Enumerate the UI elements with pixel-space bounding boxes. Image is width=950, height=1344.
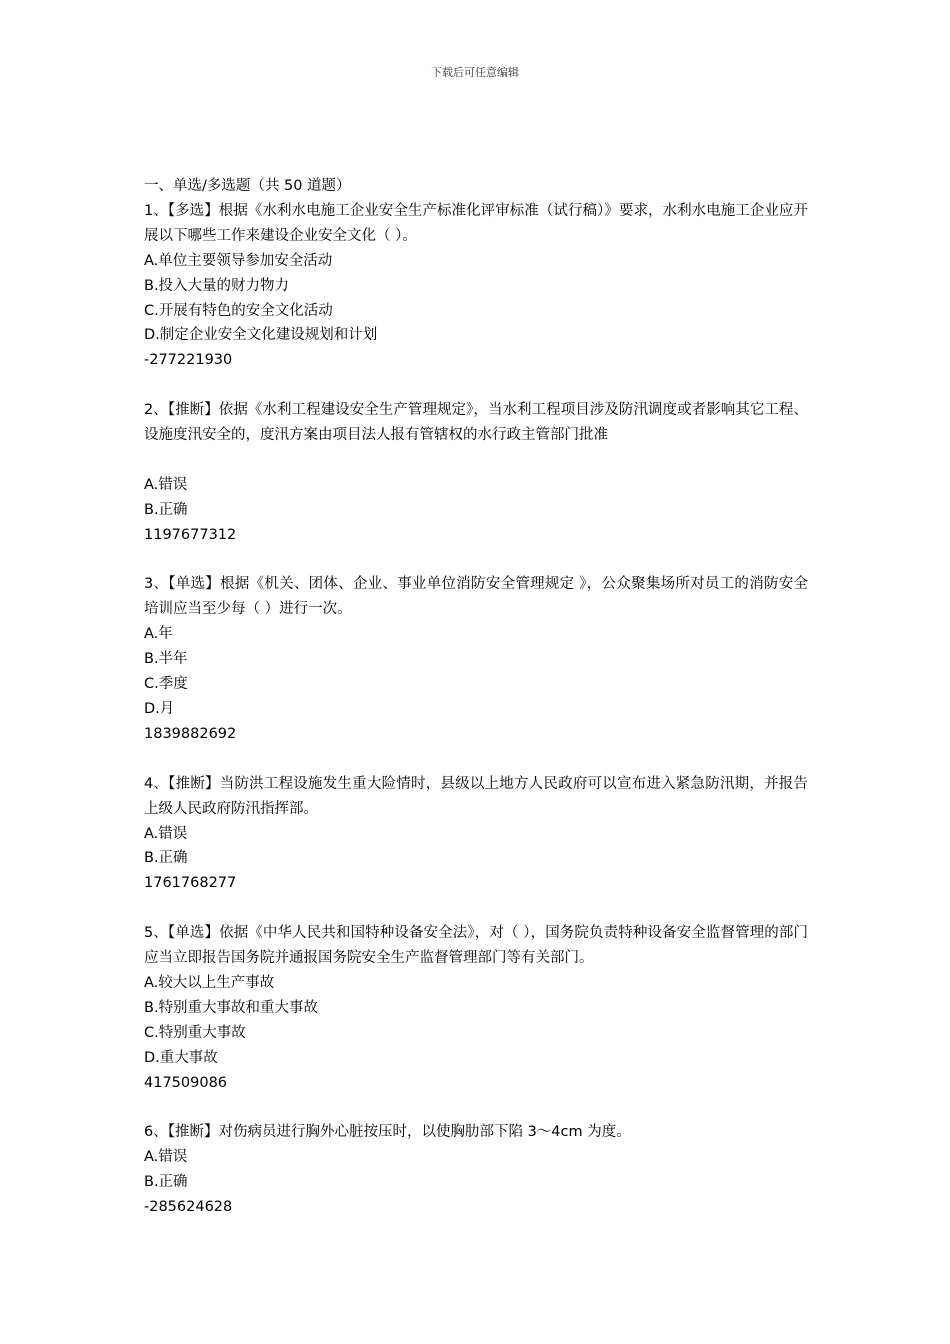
question-text: 1、【多选】根据《水利水电施工企业安全生产标准化评审标准（试行稿）》要求，水利水电施工企业应开展以下哪些工作来建设企业安全文化（ ）。: [144, 202, 808, 244]
question-text: 6、【推断】对伤病员进行胸外心脏按压时，以使胸肋部下陷 3～4cm 为度。: [144, 1124, 631, 1141]
option-b: B.特别重大事故和重大事故: [144, 999, 319, 1016]
question-block: [144, 772, 808, 897]
question-block: [144, 398, 808, 547]
option-b: B.正确: [144, 850, 188, 867]
option-b: B.正确: [144, 1174, 188, 1191]
question-code: 1839882692: [144, 725, 237, 742]
document-body: [144, 174, 808, 1220]
question-code: 1197677312: [144, 526, 237, 543]
question-block: [144, 921, 808, 1095]
option-c: C.开展有特色的安全文化活动: [144, 302, 333, 319]
option-a: A.错误: [144, 476, 188, 493]
option-a: A.单位主要领导参加安全活动: [144, 252, 333, 269]
option-d: D.重大事故: [144, 1049, 218, 1066]
option-a: A.年: [144, 626, 173, 643]
question-block: [144, 199, 808, 373]
question-code: -277221930: [144, 352, 233, 369]
option-d: D.月: [144, 700, 175, 717]
question-block: [144, 1120, 808, 1220]
option-a: A.较大以上生产事故: [144, 974, 275, 991]
page-header-note: 下载后可任意编辑: [431, 66, 519, 79]
question-text: 3、【单选】根据《机关、团体、企业、事业单位消防安全管理规定 》，公众聚集场所对员工的消防安全培训应当至少每（ ）进行一次。: [144, 576, 808, 618]
option-b: B.半年: [144, 651, 188, 668]
question-block: [144, 572, 808, 746]
option-c: C.季度: [144, 676, 188, 693]
question-text: 2、【推断】依据《水利工程建设安全生产管理规定》，当水利工程项目涉及防汛调度或者影响其它工程、设施度汛安全的，度汛方案由项目法人报有管辖权的水行政主管部门批准: [144, 402, 808, 444]
question-text: 5、【单选】依据《中华人民共和国特种设备安全法》，对（ ），国务院负责特种设备安全监督管理的部门应当立即报告国务院并通报国务院安全生产监督管理部门等有关部门。: [144, 925, 808, 967]
question-code: 417509086: [144, 1074, 228, 1091]
option-b: B.正确: [144, 501, 188, 518]
question-text: 4、【推断】当防洪工程设施发生重大险情时，县级以上地方人民政府可以宣布进入紧急防汛期，并报告上级人民政府防汛指挥部。: [144, 775, 808, 817]
question-code: -285624628: [144, 1199, 233, 1216]
option-b: B.投入大量的财力物力: [144, 277, 290, 294]
option-d: D.制定企业安全文化建设规划和计划: [144, 327, 378, 344]
option-a: A.错误: [144, 825, 188, 842]
option-a: A.错误: [144, 1149, 188, 1166]
section-title: 一、单选/多选题（共 50 道题）: [144, 178, 351, 194]
question-code: 1761768277: [144, 875, 237, 892]
option-c: C.特别重大事故: [144, 1024, 246, 1041]
